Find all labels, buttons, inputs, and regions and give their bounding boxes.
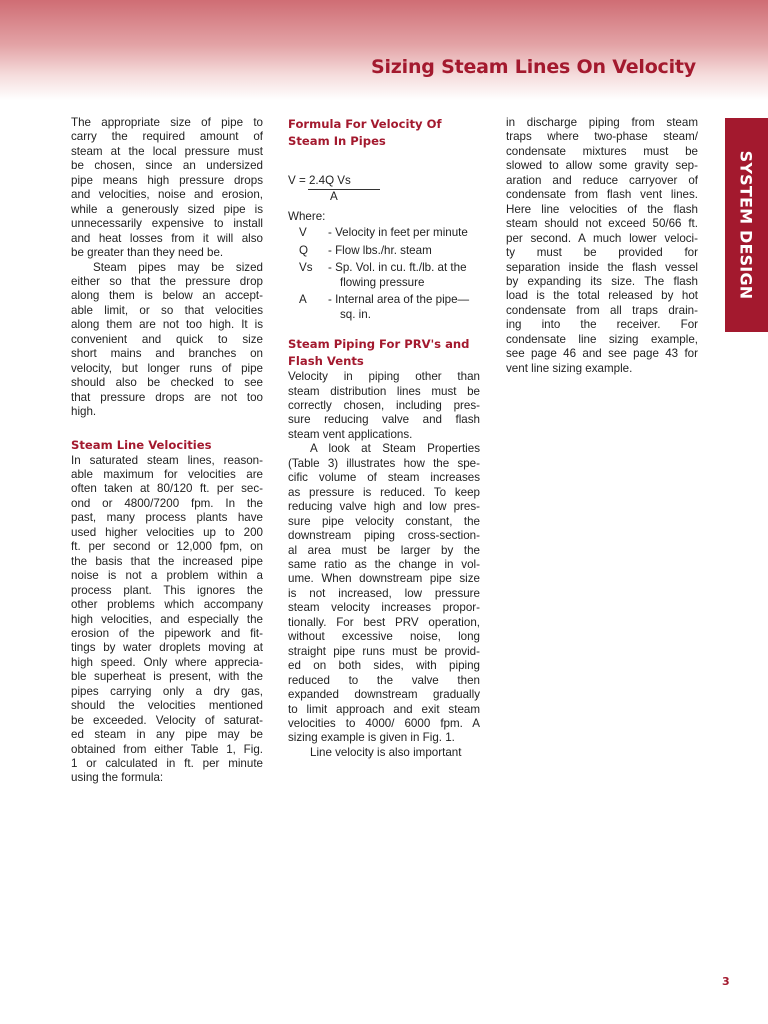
text-line: cific volume of steam increases bbox=[288, 471, 480, 485]
text-line: Steam In Pipes bbox=[288, 134, 386, 148]
section-tab bbox=[725, 118, 768, 332]
text-line: condensate mixtures must be bbox=[506, 144, 698, 158]
text-line: In saturated steam lines, reason- bbox=[71, 453, 263, 467]
text-line: able limit, or so that velocities bbox=[71, 303, 263, 317]
text-line: along them is below an accept- bbox=[71, 289, 263, 303]
text-line: ume. When downstream pipe size bbox=[288, 572, 480, 586]
variable-description bbox=[328, 226, 480, 240]
text-line: expanded downstream gradually bbox=[288, 688, 480, 702]
text-line: that pressure drops are not too bbox=[71, 390, 263, 404]
text-line: without excessive noise, long bbox=[288, 630, 480, 644]
text-line: steam vent applications. bbox=[288, 427, 413, 441]
text-line: ble superheat is present, with the bbox=[71, 670, 263, 684]
text-line: should the velocities mentioned bbox=[71, 699, 263, 713]
text-line: Steam Piping For PRV's and bbox=[288, 337, 470, 352]
text-line: traps where two-phase steam/ bbox=[506, 130, 698, 144]
text-line: steam should not exceed 50/66 ft. bbox=[506, 217, 698, 231]
where-label: Where: bbox=[288, 209, 326, 223]
text-line: used higher velocities up to 200 bbox=[71, 525, 263, 539]
section-heading: Steam Line Velocities bbox=[71, 437, 212, 452]
text-line: vent line sizing example. bbox=[506, 361, 633, 375]
text-line: sure pipe velocity constant, the bbox=[288, 514, 480, 528]
text-line: tings by water droplets moving at bbox=[71, 641, 263, 655]
formula-numerator: V = 2.4Q Vs bbox=[288, 174, 351, 187]
section-heading bbox=[288, 116, 480, 150]
text-line: by expanding its size. The flash bbox=[506, 274, 698, 288]
text-line: short mains and branches on bbox=[71, 347, 263, 361]
text-line: along them are not too high. It is bbox=[71, 318, 263, 332]
text-line: load is the total released by hot bbox=[506, 289, 698, 303]
text-line: and heat losses from it will also bbox=[71, 231, 263, 245]
text-line: as pressure is reduced. To keep bbox=[288, 485, 480, 499]
text-line: erosion of the pipework and fit- bbox=[71, 626, 263, 640]
text-line: pipe means high pressure drops bbox=[71, 173, 263, 187]
text-line: reducing valve high and low pres- bbox=[288, 500, 480, 514]
text-line: Line velocity is also important bbox=[310, 745, 462, 759]
text-line: correctly chosen, including pres- bbox=[288, 398, 480, 412]
text-line: either so that the pressure drop bbox=[71, 274, 263, 288]
text-line: al area must be larger by the bbox=[288, 543, 480, 557]
text-line: using the formula: bbox=[71, 771, 164, 785]
text-column-3 bbox=[506, 116, 698, 376]
text-line: convenient and quick to size bbox=[71, 332, 263, 346]
text-line: be exceeded. Velocity of saturat- bbox=[71, 713, 263, 727]
paragraph bbox=[71, 454, 263, 786]
section-tab-label: SYSTEM DESIGN bbox=[736, 150, 756, 300]
paragraph bbox=[71, 116, 263, 261]
text-line: reduced to the valve then bbox=[288, 673, 480, 687]
text-line: high velocities, and especially the bbox=[71, 612, 263, 626]
text-line: aration and reduce carryover of bbox=[506, 173, 698, 187]
text-line: ty must be provided for bbox=[506, 246, 698, 260]
text-line: be greater than they need be. bbox=[71, 246, 224, 260]
text-line: - Velocity in feet per minute bbox=[328, 226, 468, 240]
text-line: sizing example is given in Fig. 1. bbox=[288, 731, 455, 745]
text-line: high speed. Only where apprecia- bbox=[71, 655, 263, 669]
text-line: velocities to 4000/ 6000 fpm. A bbox=[288, 716, 480, 730]
paragraph bbox=[288, 442, 480, 746]
text-line: sq. in. bbox=[340, 307, 371, 321]
page-title: Sizing Steam Lines On Velocity bbox=[370, 56, 696, 78]
definition-row bbox=[299, 226, 480, 240]
paragraph bbox=[288, 746, 480, 760]
text-line: Flash Vents bbox=[288, 354, 364, 369]
text-line: other problems which accompany bbox=[71, 598, 263, 612]
text-line: steam velocity increases propor- bbox=[288, 601, 480, 615]
variable-symbol: A bbox=[299, 293, 307, 307]
text-line: in discharge piping from steam bbox=[506, 116, 698, 129]
paragraph bbox=[506, 116, 698, 376]
variable-symbol: Q bbox=[299, 243, 309, 257]
text-line: flowing pressure bbox=[340, 275, 425, 289]
text-line: while a generously sized pipe is bbox=[71, 202, 263, 216]
text-line: slowed to allow some gravity sep- bbox=[506, 159, 698, 173]
text-line: process plant. This ignores the bbox=[71, 583, 263, 597]
text-line: Steam pipes may be sized bbox=[93, 260, 263, 274]
variable-symbol: V bbox=[299, 226, 307, 240]
text-line: ond or 4800/7200 fpm. In the bbox=[71, 496, 263, 510]
text-line: is not increased, low pressure bbox=[288, 586, 480, 600]
text-line: A look at Steam Properties bbox=[310, 442, 480, 456]
text-line: - Sp. Vol. in cu. ft./lb. at the bbox=[328, 261, 467, 275]
text-line: downstream piping cross-section- bbox=[288, 529, 480, 543]
text-line: ed steam in any pipe may be bbox=[71, 728, 263, 742]
text-line: see page 46 and see page 43 for bbox=[506, 347, 698, 361]
formula-denominator: A bbox=[330, 190, 338, 204]
text-line: tionally. For best PRV operation, bbox=[288, 615, 480, 629]
text-column-1 bbox=[71, 116, 263, 786]
text-line: often taken at 80/120 ft. per sec- bbox=[71, 482, 263, 496]
text-line: able maximum for velocities are bbox=[71, 467, 263, 481]
velocity-formula bbox=[288, 174, 480, 205]
text-line: (Table 3) illustrates how the spe- bbox=[288, 456, 480, 470]
variable-symbol: Vs bbox=[299, 261, 313, 275]
text-line: high. bbox=[71, 405, 97, 419]
variable-definitions bbox=[288, 226, 480, 322]
text-line: noise is not a problem within a bbox=[71, 569, 263, 583]
text-line: - Flow lbs./hr. steam bbox=[328, 243, 432, 257]
text-line: steam at the local pressure must bbox=[71, 144, 263, 158]
text-line: Velocity in piping other than bbox=[288, 370, 480, 384]
text-line: 1 or calculated in ft. per minute bbox=[71, 757, 263, 771]
page-number: 3 bbox=[722, 975, 730, 988]
text-line: Formula For Velocity Of bbox=[288, 117, 442, 131]
definition-row bbox=[299, 261, 480, 290]
variable-description bbox=[328, 244, 480, 258]
text-line: sure reducing valve and flash bbox=[288, 413, 480, 427]
text-line: be chosen, since an undersized bbox=[71, 159, 263, 173]
header-gradient-band bbox=[0, 0, 768, 100]
variable-description bbox=[328, 261, 480, 290]
text-line: unnecessarily expensive to install bbox=[71, 217, 263, 231]
text-line: the basis that the increased pipe bbox=[71, 554, 263, 568]
text-line: and velocities, noise and erosion, bbox=[71, 188, 263, 202]
text-line: to limit approach and exit steam bbox=[288, 702, 480, 716]
text-line: should also be checked to see bbox=[71, 376, 263, 390]
text-line: per second. A much lower veloci- bbox=[506, 231, 698, 245]
variable-description bbox=[328, 293, 480, 322]
definition-row bbox=[299, 293, 480, 322]
text-line: past, many process plants have bbox=[71, 511, 263, 525]
definition-row bbox=[299, 244, 480, 258]
text-line: condensate from flash vent lines. bbox=[506, 188, 698, 202]
text-line: The appropriate size of pipe to bbox=[71, 116, 263, 129]
text-line: same ratio as the change in vol- bbox=[288, 557, 480, 571]
text-line: carry the required amount of bbox=[71, 130, 263, 144]
text-line: straight pipe runs must be provid- bbox=[288, 644, 480, 658]
text-line: obtained from either Table 1, Fig. bbox=[71, 742, 263, 756]
text-line: pipes carrying only a dry gas, bbox=[71, 684, 263, 698]
text-line: separation inside the flash vessel bbox=[506, 260, 698, 274]
text-line: velocity, but longer runs of pipe bbox=[71, 361, 263, 375]
section-heading bbox=[288, 336, 480, 370]
text-column-2 bbox=[288, 116, 480, 760]
text-line: ft. per second or 12,000 fpm, on bbox=[71, 540, 263, 554]
text-line: condensate line sizing example, bbox=[506, 332, 698, 346]
paragraph bbox=[288, 370, 480, 442]
text-line: ed on both sides, with piping bbox=[288, 659, 480, 673]
text-line: ing into the receiver. For bbox=[506, 318, 698, 332]
text-line: steam distribution lines must be bbox=[288, 384, 480, 398]
text-line: - Internal area of the pipe— bbox=[328, 293, 470, 307]
paragraph bbox=[71, 261, 263, 420]
text-line: condensate from all traps drain- bbox=[506, 303, 698, 317]
text-line: Here line velocities of the flash bbox=[506, 202, 698, 216]
